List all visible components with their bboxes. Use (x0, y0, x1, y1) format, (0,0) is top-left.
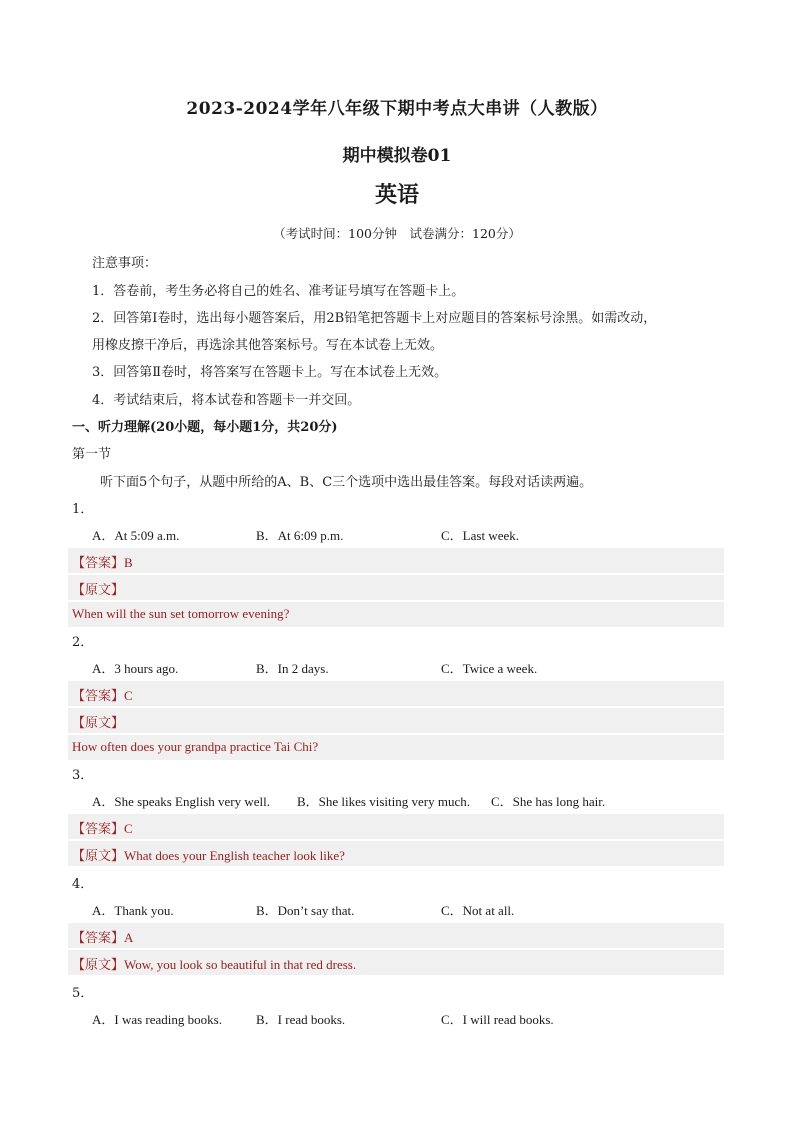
question-number: 1． (72, 502, 94, 517)
notice-heading: 注意事项： (92, 256, 158, 271)
notice-item: 1．答卷前，考生务必将自己的姓名、准考证号填写在答题卡上。 (92, 284, 465, 299)
option-b: B．She likes visiting very much. (297, 794, 470, 809)
answer-line (72, 818, 133, 837)
source-text: Wow, you look so beautiful in that red dress. (124, 957, 357, 972)
notice-item: 4．考试结束后，将本试卷和答题卡一并交回。 (92, 393, 361, 408)
option-a: A．3 hours ago. (92, 661, 179, 676)
answer-band (68, 923, 724, 948)
answer-tag: 【答案】 (72, 689, 125, 704)
answer-line (72, 552, 133, 571)
section-instruction: 听下面5个句子，从题中所给的A、B、C三个选项中选出最佳答案。每段对话读两遍。 (100, 475, 593, 490)
option-a: A．Thank you. (92, 903, 174, 918)
answer-value: A (124, 930, 134, 945)
section-heading: 一、听力理解(20小题，每小题1分，共20分) (72, 420, 338, 435)
option-c: C．Twice a week. (441, 661, 538, 676)
answer-line (72, 927, 133, 946)
question-number: 3． (72, 768, 94, 783)
source-band (68, 575, 724, 600)
source-tag-line (72, 712, 124, 731)
source-band (68, 708, 724, 733)
option-b: B．At 6:09 p.m. (256, 528, 344, 543)
source-tag: 【原文】 (72, 583, 125, 598)
option-c: C．Not at all. (441, 903, 515, 918)
question-number: 4． (72, 877, 94, 892)
notice-item: 用橡皮擦干净后，再选涂其他答案标号。写在本试卷上无效。 (92, 338, 444, 353)
source-tag: 【原文】 (72, 849, 125, 864)
exam-subtitle: 期中模拟卷01 (342, 146, 452, 166)
option-b: B．I read books. (256, 1012, 346, 1027)
source-text: When will the sun set tomorrow evening? (72, 606, 290, 621)
source-tag-line (72, 579, 124, 598)
option-b: B．Don’t say that. (256, 903, 355, 918)
source-text: How often does your grandpa practice Tai Chi? (72, 739, 319, 754)
notice-item: 3．回答第Ⅱ卷时，将答案写在答题卡上。写在本试卷上无效。 (92, 365, 448, 380)
answer-tag: 【答案】 (72, 931, 125, 946)
answer-band (68, 814, 724, 839)
source-line (72, 845, 345, 864)
source-tag: 【原文】 (72, 716, 125, 731)
question-number: 2． (72, 635, 94, 650)
exam-title: 2023-2024学年八年级下期中考点大串讲（人教版） (186, 99, 608, 119)
answer-value: C (124, 821, 133, 836)
answer-tag: 【答案】 (72, 556, 125, 571)
option-a: A．She speaks English very well. (92, 794, 271, 809)
answer-band (68, 681, 724, 706)
answer-value: B (124, 555, 133, 570)
option-a: A．At 5:09 a.m. (92, 528, 180, 543)
exam-info: （考试时间：100分钟 试卷满分：120分） (273, 226, 521, 241)
option-c: C．I will read books. (441, 1012, 554, 1027)
part-heading: 第一节 (72, 447, 112, 462)
source-tag: 【原文】 (72, 958, 125, 973)
subject-title: 英语 (374, 182, 419, 208)
answer-tag: 【答案】 (72, 822, 125, 837)
option-a: A．I was reading books. (92, 1012, 222, 1027)
source-line (72, 954, 356, 973)
answer-band (68, 548, 724, 573)
answer-line (72, 685, 133, 704)
notice-item: 2．回答第Ⅰ卷时，选出每小题答案后，用2B铅笔把答题卡上对应题目的答案标号涂黑。如需改动， (92, 311, 657, 326)
answer-value: C (124, 688, 133, 703)
question-number: 5． (72, 986, 94, 1001)
option-b: B．In 2 days. (256, 661, 329, 676)
source-text: What does your English teacher look like? (124, 848, 345, 863)
option-c: C．Last week. (441, 528, 519, 543)
option-c: C．She has long hair. (491, 794, 606, 809)
